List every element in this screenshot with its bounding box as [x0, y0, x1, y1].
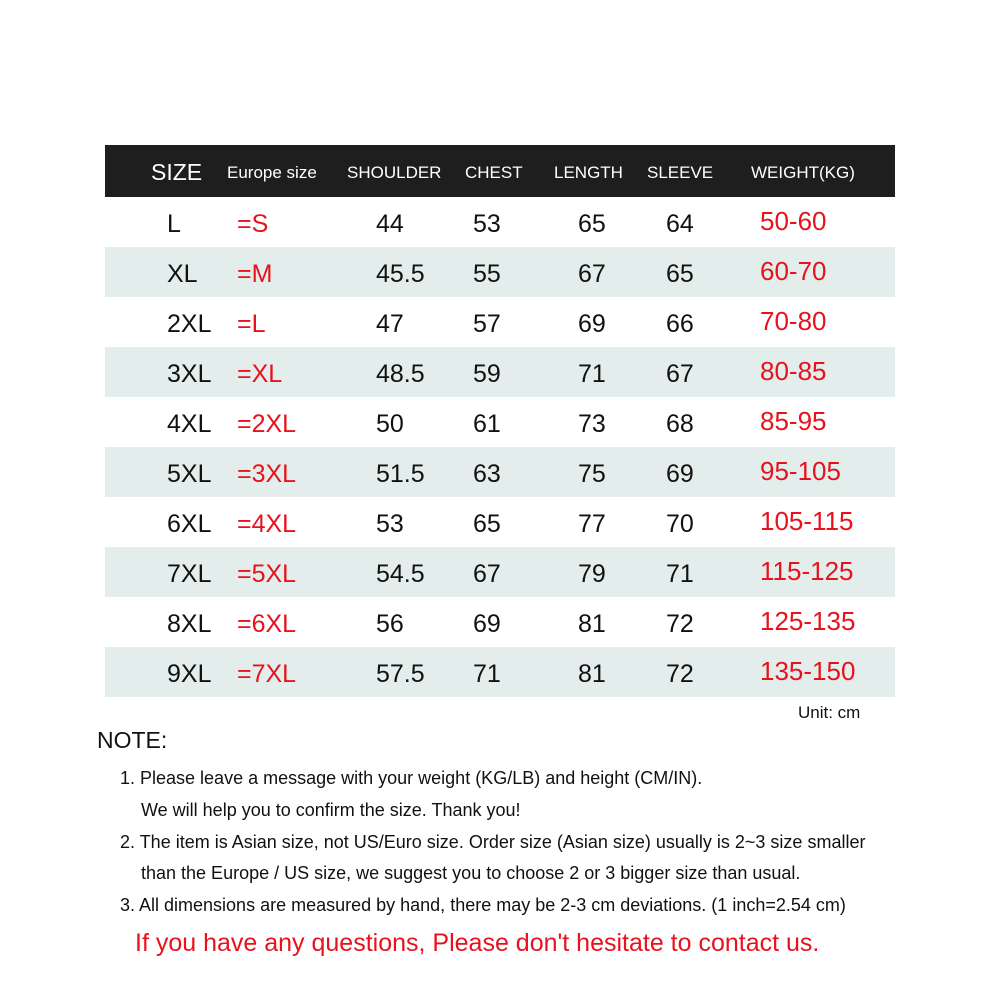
size-chart-table	[105, 145, 895, 697]
cell-length: 77	[578, 510, 606, 538]
cell-weight: 135-150	[760, 656, 856, 686]
cell-size: 7XL	[167, 560, 212, 588]
table-row	[105, 347, 895, 397]
cell-sleeve: 70	[666, 510, 694, 538]
header-size: SIZE	[151, 159, 203, 185]
cell-length: 71	[578, 360, 606, 388]
header-weight: WEIGHT(KG)	[751, 163, 855, 182]
table-row	[105, 447, 895, 497]
cell-chest: 65	[473, 510, 501, 538]
cell-europe-size: =4XL	[237, 510, 297, 538]
note-line-2-continued: than the Europe / US size, we suggest you to choose 2 or 3 bigger size than usual.	[141, 863, 801, 883]
cell-length: 73	[578, 410, 606, 438]
header-shoulder: SHOULDER	[347, 163, 442, 182]
cell-size: L	[167, 210, 181, 238]
cell-sleeve: 72	[666, 660, 694, 688]
table-row	[105, 497, 895, 547]
cell-shoulder: 44	[376, 210, 404, 238]
cell-sleeve: 72	[666, 610, 694, 638]
header-europe-size: Europe size	[227, 163, 317, 182]
cell-sleeve: 69	[666, 460, 694, 488]
note-line-1: 1. Please leave a message with your weight (KG/LB) and height (CM/IN).	[120, 768, 703, 788]
table-row	[105, 197, 895, 247]
cell-europe-size: =2XL	[237, 410, 297, 438]
note-line-2: 2. The item is Asian size, not US/Euro size. Order size (Asian size) usually is 2~3 size smaller	[120, 832, 866, 852]
cell-sleeve: 66	[666, 310, 694, 338]
cell-size: 3XL	[167, 360, 212, 388]
table-row	[105, 247, 895, 297]
cell-europe-size: =L	[237, 310, 266, 338]
cell-europe-size: =M	[237, 260, 273, 288]
cell-size: 2XL	[167, 310, 212, 338]
cell-size: 5XL	[167, 460, 212, 488]
cell-shoulder: 57.5	[376, 660, 425, 688]
cell-sleeve: 64	[666, 210, 694, 238]
cell-shoulder: 47	[376, 310, 404, 338]
cell-length: 69	[578, 310, 606, 338]
cell-weight: 105-115	[760, 506, 854, 536]
note-title: NOTE:	[97, 727, 168, 753]
cell-length: 81	[578, 660, 606, 688]
cell-size: 9XL	[167, 660, 212, 688]
cell-weight: 60-70	[760, 256, 827, 286]
cell-europe-size: =5XL	[237, 560, 297, 588]
cell-chest: 63	[473, 460, 501, 488]
cell-chest: 59	[473, 360, 501, 388]
cell-length: 79	[578, 560, 606, 588]
cell-length: 81	[578, 610, 606, 638]
cell-shoulder: 45.5	[376, 260, 425, 288]
cell-shoulder: 56	[376, 610, 404, 638]
cell-chest: 55	[473, 260, 501, 288]
cell-length: 67	[578, 260, 606, 288]
cell-sleeve: 67	[666, 360, 694, 388]
cell-chest: 61	[473, 410, 501, 438]
cell-weight: 95-105	[760, 456, 841, 486]
cell-chest: 69	[473, 610, 501, 638]
cell-length: 65	[578, 210, 606, 238]
cell-sleeve: 71	[666, 560, 694, 588]
cell-shoulder: 50	[376, 410, 404, 438]
table-row	[105, 647, 895, 697]
cell-europe-size: =XL	[237, 360, 283, 388]
cell-sleeve: 65	[666, 260, 694, 288]
table-header	[105, 145, 895, 197]
cell-shoulder: 54.5	[376, 560, 425, 588]
cell-chest: 53	[473, 210, 501, 238]
cell-weight: 80-85	[760, 356, 827, 386]
cell-europe-size: =S	[237, 210, 269, 238]
cell-weight: 115-125	[760, 556, 854, 586]
table-row	[105, 597, 895, 647]
cell-weight: 85-95	[760, 406, 827, 436]
table-row	[105, 297, 895, 347]
cell-shoulder: 48.5	[376, 360, 425, 388]
table-row	[105, 547, 895, 597]
cell-weight: 70-80	[760, 306, 827, 336]
cell-weight: 125-135	[760, 606, 856, 636]
cell-shoulder: 53	[376, 510, 404, 538]
cell-size: XL	[167, 260, 198, 288]
cell-europe-size: =7XL	[237, 660, 297, 688]
cell-chest: 57	[473, 310, 501, 338]
cell-length: 75	[578, 460, 606, 488]
cell-chest: 67	[473, 560, 501, 588]
cell-europe-size: =3XL	[237, 460, 297, 488]
contact-footer: If you have any questions, Please don't hesitate to contact us.	[135, 929, 820, 957]
header-chest: CHEST	[465, 163, 523, 182]
note-line-3: 3. All dimensions are measured by hand, there may be 2-3 cm deviations. (1 inch=2.54 cm)	[120, 895, 846, 915]
header-length: LENGTH	[554, 163, 623, 182]
cell-size: 4XL	[167, 410, 212, 438]
table-row	[105, 397, 895, 447]
cell-size: 8XL	[167, 610, 212, 638]
note-line-1-continued: We will help you to confirm the size. Thank you!	[141, 800, 521, 820]
cell-shoulder: 51.5	[376, 460, 425, 488]
cell-weight: 50-60	[760, 206, 827, 236]
cell-size: 6XL	[167, 510, 212, 538]
cell-europe-size: =6XL	[237, 610, 297, 638]
cell-sleeve: 68	[666, 410, 694, 438]
header-sleeve: SLEEVE	[647, 163, 714, 182]
table-body	[105, 197, 895, 697]
unit-label: Unit: cm	[798, 703, 861, 722]
cell-chest: 71	[473, 660, 501, 688]
